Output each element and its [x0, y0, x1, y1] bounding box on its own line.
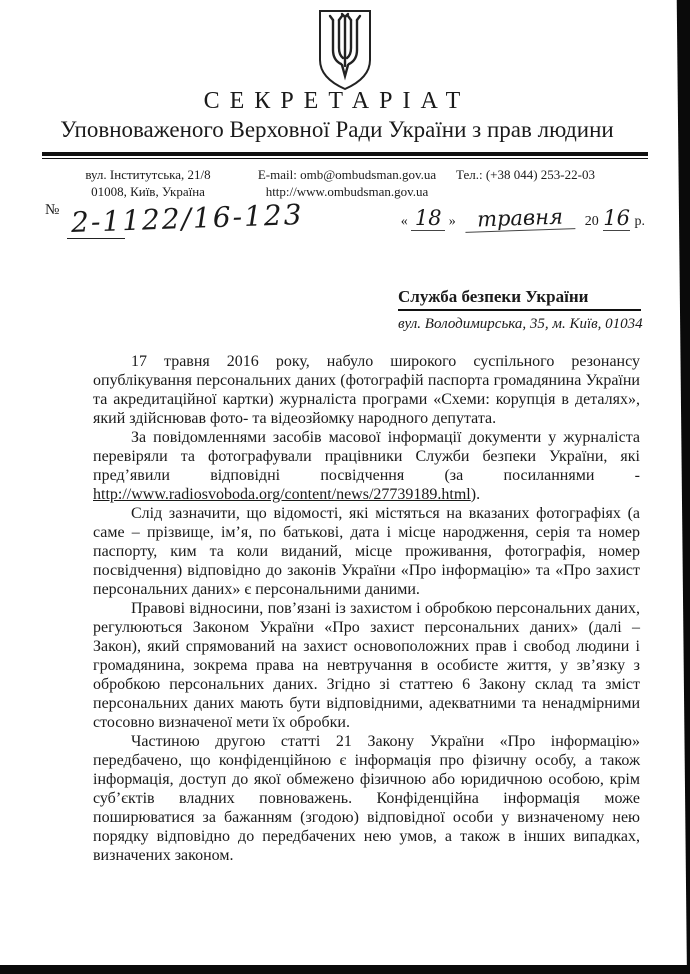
paragraph-2: [93, 428, 640, 504]
paragraph-2-closing: ).: [470, 486, 481, 503]
addressee-name: Служба безпеки України: [398, 287, 641, 311]
header-divider: [42, 152, 648, 159]
ref-number-label: №: [45, 202, 60, 218]
ref-number-handwritten: 2-1122/16-123: [70, 197, 305, 240]
org-address: [58, 166, 238, 200]
year-suffix: р.: [634, 214, 645, 229]
letter-body: [93, 352, 640, 865]
reference-row: [45, 197, 645, 248]
day-close-quote: »: [448, 214, 456, 229]
org-phone: Тел.: (+38 044) 253-22-03: [456, 167, 595, 182]
addressee-address: вул. Володимирська, 35, м. Київ, 01034: [398, 316, 643, 332]
year-printed: 20: [584, 214, 599, 229]
paragraph-5: Частиною другою статті 21 Закону України «Про інформацію» передбачено, що конфіденційною є інформація про фізичну особу, а також інформація, доступ до якої обмежено фізичною або юридичною особою, крім суб’єктів владних повноважень. Конфіденційна інформація може поширюватися за бажанням (згодою) відповідної особи у визначеному нею порядку відповідно до передбачених нею умов, а також в інших випадках, визначених законом.: [93, 733, 640, 864]
org-address-line2: 01008, Київ, Україна: [91, 184, 205, 199]
org-title: СЕКРЕТАРІАТ: [203, 88, 471, 114]
addressee-block: [398, 287, 641, 333]
paragraph-3: Слід зазначити, що відомості, які містяться на вказаних фотографіях (а саме – прізвище, ім’я, по батькові, дата і місце народження, серія та номер паспорту, ким та коли виданий, місце проживання, фотографія, номер посвідчення) відповідно до законів України «Про інформацію» та «Про захист персональних даних» є персональними даними.: [93, 505, 640, 598]
paragraph-2-text: За повідомленнями засобів масової інформації документи у журналіста перевіряли та фотографували працівники Служби безпеки України, які пред’явили відповідні посвідчення (за посиланнями -: [93, 429, 640, 484]
org-website: http://www.ombudsman.gov.ua: [265, 184, 429, 199]
paragraph-1: 17 травня 2016 року, набуло широкого суспільного резонансу опублікування персональних даних (фотографій паспорта громадянина України та акредитаційної картки) журналіста програми «Схеми: корупція в деталях», який здійснював фото- та відеозйомку народного депутата.: [93, 353, 640, 427]
scan-edge-bottom: [0, 965, 690, 974]
ukraine-trident-emblem-icon: [316, 8, 374, 97]
ref-number-underline: [67, 238, 125, 239]
scan-edge-right: [673, 0, 690, 974]
year-handwritten: 16: [603, 206, 630, 230]
paragraph-4: Правові відносини, пов’язані із захистом і обробкою персональних даних, регулюються Законом України «Про захист персональних даних» (далі – Закон), який спрямований на захист основоположних прав і свобод людини і громадянина, зокрема права на невтручання в особисте життя, у зв’язку з обробкою персональних даних. Згідно зі статтею 6 Закону склад та зміст персональних даних мають бути відповідними, адекватними та ненадмірними стосовно визначеної мети їх обробки.: [93, 600, 640, 731]
org-email: E-mail: omb@ombudsman.gov.ua: [257, 167, 437, 182]
day-handwritten: 18: [411, 206, 445, 231]
radiosvoboda-url: http://www.radiosvoboda.org/content/news/27739189.html: [93, 486, 471, 503]
contact-info-row: [58, 166, 646, 200]
date-block: [401, 206, 645, 231]
org-subtitle: Уповноваженого Верховної Ради України з прав людини: [60, 117, 614, 142]
day-open-quote: «: [400, 214, 408, 229]
org-web-contacts: [238, 166, 456, 200]
month-handwritten: травня: [465, 204, 576, 233]
org-address-line1: вул. Інститутська, 21/8: [85, 167, 211, 182]
